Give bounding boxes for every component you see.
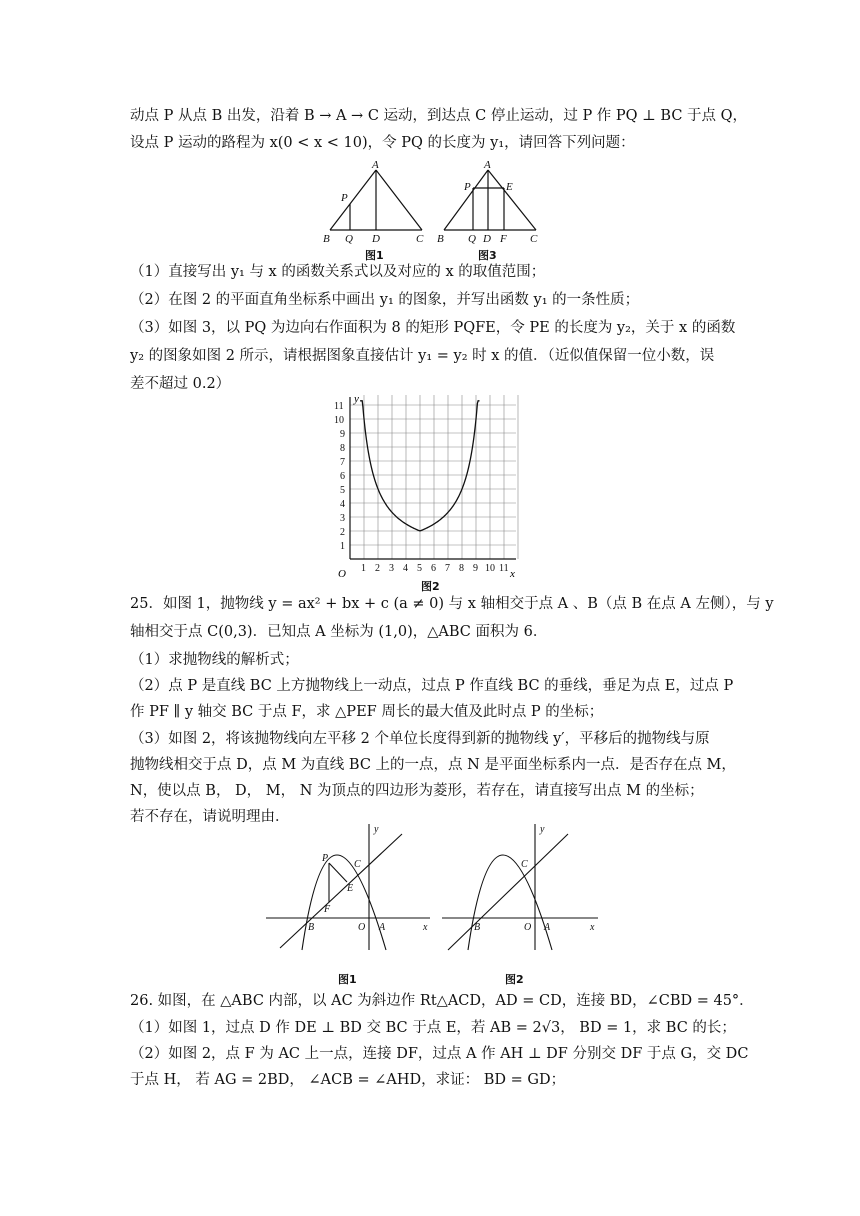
- p25-figure-2-parabola: [438, 820, 608, 955]
- p25-fig1-caption: 图1: [338, 973, 357, 986]
- p25f2-label-A: A: [544, 922, 551, 933]
- fig2-origin: O: [338, 568, 346, 580]
- y-tick-label: 10: [334, 415, 344, 426]
- p26-l1: 26. 如图，在 △ABC 内部，以 AC 为斜边作 Rt△ACD，AD = CD，连接 BD，∠CBD = 45°．: [130, 993, 754, 1009]
- fig1-label-Q: Q: [345, 233, 353, 245]
- p25-fig2-caption: 图2: [505, 973, 524, 986]
- fig3-label-C: C: [530, 233, 538, 245]
- p25f2-label-y: y: [540, 824, 545, 835]
- fig2-caption: 图2: [421, 580, 440, 593]
- figure-2-grid-graph: [334, 394, 524, 580]
- p25f1-parabola: [302, 855, 386, 950]
- y-tick-label: 7: [340, 457, 345, 468]
- p25-q3b: 抛物线相交于点 D，点 M 为直线 BC 上的一点，点 N 是平面坐标系内一点．是否存在点 M，: [130, 757, 736, 773]
- p25f1-label-O: O: [358, 922, 366, 933]
- x-tick-label: 8: [459, 563, 464, 574]
- p25f1-label-y: y: [374, 824, 379, 835]
- p25f1-label-E: E: [347, 883, 354, 894]
- p26-q2a: （2）如图 2，点 F 为 AC 上一点，连接 DF，过点 A 作 AH ⊥ DF 分别交 DF 于点 G，交 DC: [130, 1046, 749, 1062]
- p24-q2: （2）在图 2 的平面直角坐标系中画出 y₁ 的图象，并写出函数 y₁ 的一条性质；: [130, 292, 640, 308]
- y-tick-label: 2: [340, 527, 345, 538]
- p25-q3d: 若不存在，请说明理由．: [130, 809, 290, 825]
- fig3-label-E: E: [506, 181, 513, 193]
- figure-1-triangle: [318, 160, 428, 252]
- p25f2-parabola: [468, 855, 552, 950]
- p25-l2: 轴相交于点 C(0,3)．已知点 A 坐标为 (1,0)，△ABC 面积为 6．: [130, 624, 548, 640]
- y-tick-label: 4: [340, 499, 345, 510]
- p25-q2a: （2）点 P 是直线 BC 上方抛物线上一动点，过点 P 作直线 BC 的垂线，垂足为点 E，过点 P: [130, 678, 734, 694]
- p25-q3c: N，使以点 B， D， M， N 为顶点的四边形为菱形，若存在，请直接写出点 M 的坐标；: [130, 783, 704, 799]
- p25-l1: 25．如图 1，抛物线 y = ax² + bx + c (a ≠ 0) 与 x 轴相交于点 A 、B（点 B 在点 A 左侧），与 y: [130, 596, 774, 612]
- x-tick-label: 4: [403, 563, 408, 574]
- y-tick-label: 8: [340, 443, 345, 454]
- x-tick-label: 6: [431, 563, 436, 574]
- p26-q2b: 于点 H， 若 AG = 2BD， ∠ACB = ∠AHD，求证： BD = GD；: [130, 1072, 566, 1088]
- y-tick-label: 6: [340, 471, 345, 482]
- p25f2-label-O: O: [524, 922, 532, 933]
- fig3-caption: 图3: [478, 249, 497, 262]
- x-tick-label: 7: [445, 563, 450, 574]
- x-tick-label: 10: [485, 563, 495, 574]
- fig3-label-F: F: [500, 233, 507, 245]
- figure-3-triangle-rect: [432, 160, 547, 252]
- p26-q1: （1）如图 1，过点 D 作 DE ⊥ BD 交 BC 于点 E，若 AB = 2√3， BD = 1，求 BC 的长；: [130, 1020, 736, 1036]
- fig1-label-C: C: [416, 233, 424, 245]
- y-tick-label: 11: [334, 401, 344, 412]
- p25f1-label-x: x: [423, 922, 428, 933]
- fig2-y-label: y: [354, 394, 359, 405]
- x-tick-label: 9: [473, 563, 478, 574]
- y-tick-label: 3: [340, 513, 345, 524]
- p25-q2b: 作 PF ∥ y 轴交 BC 于点 F，求 △PEF 周长的最大值及此时点 P 的坐标；: [130, 704, 604, 720]
- p25-figure-1-parabola: [262, 820, 437, 955]
- p24-q3b: y₂ 的图象如图 2 所示，请根据图象直接估计 y₁ = y₂ 时 x 的值．（近似值保留一位小数，误: [130, 348, 715, 364]
- fig1-label-A: A: [372, 160, 379, 171]
- x-tick-label: 5: [417, 563, 422, 574]
- fig3-label-A: A: [484, 160, 491, 171]
- p25f2-label-B: B: [474, 922, 481, 933]
- p25f2-label-x: x: [590, 922, 595, 933]
- p24-q3c: 差不超过 0.2）: [130, 376, 231, 392]
- p25f2-label-C: C: [521, 859, 528, 870]
- y-tick-label: 5: [340, 485, 345, 496]
- p25f1-segment-pe: [329, 863, 347, 882]
- fig2-x-label: x: [510, 568, 515, 580]
- p24-q3a: （3）如图 3，以 PQ 为边向右作面积为 8 的矩形 PQFE，令 PE 的长度为 y₂，关于 x 的函数: [130, 320, 736, 336]
- fig1-label-D: D: [372, 233, 380, 245]
- p25-q3a: （3）如图 2，将该抛物线向左平移 2 个单位长度得到新的抛物线 y′，平移后的抛物线与原: [130, 731, 710, 747]
- p24-line1: 动点 P 从点 B 出发，沿着 B → A → C 运动，到达点 C 停止运动，过 P 作 PQ ⊥ BC 于点 Q，: [130, 108, 748, 124]
- fig1-label-B: B: [323, 233, 330, 245]
- fig3-label-Q: Q: [468, 233, 476, 245]
- x-tick-label: 3: [389, 563, 394, 574]
- fig3-label-P: P: [464, 181, 471, 193]
- p24-line2: 设点 P 运动的路程为 x(0 < x < 10)，令 PQ 的长度为 y₁，请回答下列问题：: [130, 135, 635, 151]
- p25f1-label-P: P: [322, 853, 329, 864]
- p25-q1: （1）求抛物线的解析式；: [130, 652, 299, 668]
- p25f1-label-B: B: [308, 922, 315, 933]
- fig1-caption: 图1: [365, 249, 384, 262]
- p24-q1: （1）直接写出 y₁ 与 x 的函数关系式以及对应的 x 的取值范围；: [130, 264, 546, 280]
- x-tick-label: 1: [361, 563, 366, 574]
- x-tick-label: 11: [499, 563, 509, 574]
- y-tick-label: 1: [340, 541, 345, 552]
- y-tick-label: 9: [340, 429, 345, 440]
- p25f1-label-F: F: [324, 904, 331, 915]
- fig1-label-P: P: [341, 192, 348, 204]
- fig3-label-B: B: [437, 233, 444, 245]
- x-tick-label: 2: [375, 563, 380, 574]
- fig3-label-D: D: [483, 233, 491, 245]
- p25f1-label-C: C: [354, 859, 361, 870]
- p25f1-label-A: A: [379, 922, 386, 933]
